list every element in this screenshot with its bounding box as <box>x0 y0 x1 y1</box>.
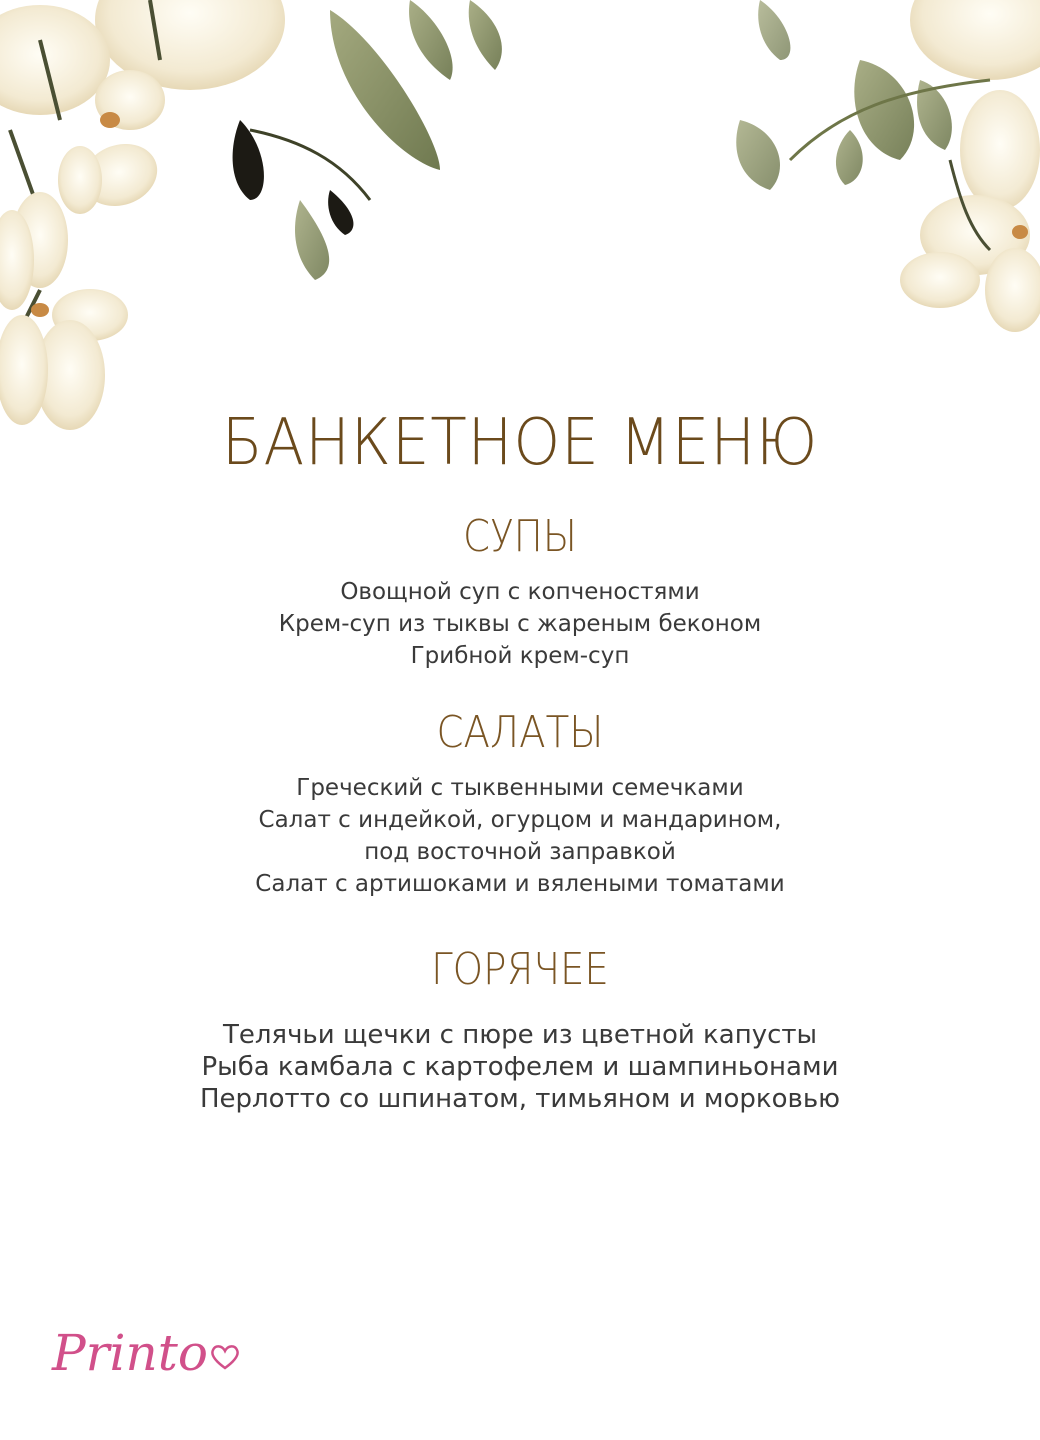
section-salads <box>0 706 1040 900</box>
menu-item: Грибной крем-суп <box>410 643 630 669</box>
section-soups <box>0 510 1040 672</box>
menu-item: под восточной заправкой <box>364 839 676 865</box>
printo-logo <box>52 1318 240 1388</box>
menu-item: Салат с артишоками и вялеными томатами <box>255 871 785 897</box>
section-heading: ГОРЯЧЕЕ <box>431 944 609 995</box>
menu-item: Перлотто со шпинатом, тимьяном и морковью <box>199 1084 841 1114</box>
logo-text: Printo <box>52 1324 208 1382</box>
menu-item-list <box>0 1019 1040 1115</box>
section-heading: СУПЫ <box>463 511 577 562</box>
floral-decoration <box>0 0 1040 460</box>
heart-icon <box>210 1344 240 1370</box>
right-flower-cluster <box>736 0 1040 332</box>
left-flower-cluster <box>0 0 502 430</box>
menu-item-list <box>0 772 1040 900</box>
section-heading: САЛАТЫ <box>436 707 604 758</box>
menu-item: Телячьи щечки с пюре из цветной капусты <box>222 1020 818 1050</box>
menu-item: Салат с индейкой, огурцом и мандарином, <box>258 807 782 833</box>
menu-item: Рыба камбала с картофелем и шампиньонами <box>201 1052 839 1082</box>
menu-item: Греческий с тыквенными семечками <box>296 775 744 801</box>
menu-title: БАНКЕТНОЕ МЕНЮ <box>221 405 819 480</box>
menu-item: Крем-суп из тыквы с жареным беконом <box>278 611 762 637</box>
menu-item: Овощной суп с копченостями <box>340 579 700 605</box>
menu-item-list <box>0 576 1040 672</box>
section-hot <box>0 943 1040 1115</box>
